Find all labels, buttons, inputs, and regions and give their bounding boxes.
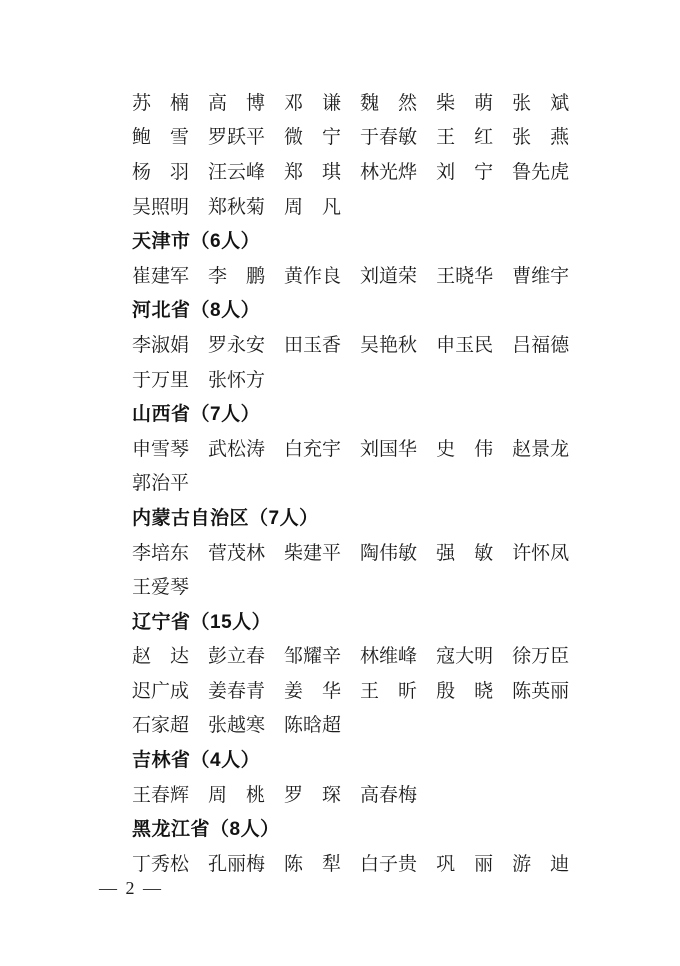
person-name: 田玉香: [284, 334, 342, 356]
section-header: 吉林省（4人）: [132, 750, 261, 772]
person-name: 孔丽梅: [208, 853, 266, 875]
person-name: 于春敏: [360, 127, 418, 149]
person-name: 崔建军: [132, 265, 190, 287]
person-name: 白充宇: [284, 438, 342, 460]
person-name: 史 伟: [436, 438, 494, 460]
person-name: 申玉民: [436, 334, 494, 356]
names-row: [132, 326, 602, 361]
person-name: 邓 谦: [284, 92, 342, 114]
person-name: 巩 丽: [436, 853, 494, 875]
names-row: [132, 568, 602, 603]
person-name: 迟广成: [132, 680, 190, 702]
person-name: 陶伟敏: [360, 542, 418, 564]
names-row: [132, 638, 602, 673]
person-name: 罗 琛: [284, 784, 342, 806]
person-name: 张怀方: [208, 369, 266, 391]
person-name: 强 敏: [436, 542, 494, 564]
section-header: 内蒙古自治区（7人）: [132, 507, 319, 529]
person-name: 于万里: [132, 369, 190, 391]
person-name: 罗跃平: [208, 127, 266, 149]
person-name: 高 博: [208, 92, 266, 114]
person-name: 柴 萌: [436, 92, 494, 114]
names-row: [132, 153, 602, 188]
person-name: 郭治平: [132, 473, 190, 495]
person-name: 鲍 雪: [132, 127, 190, 149]
names-row: [132, 257, 602, 292]
person-name: 刘道荣: [360, 265, 418, 287]
person-name: 邹耀辛: [284, 646, 342, 668]
person-name: 鲁先虎: [512, 161, 570, 183]
names-row: [132, 845, 602, 880]
person-name: 张 燕: [512, 127, 570, 149]
person-name: 彭立春: [208, 646, 266, 668]
person-name: 许怀凤: [512, 542, 570, 564]
person-name: 李 鹏: [208, 265, 266, 287]
names-row: [132, 84, 602, 119]
names-row: [132, 119, 602, 154]
person-name: 陈晗超: [284, 715, 342, 737]
person-name: 赵 达: [132, 646, 190, 668]
names-row: [132, 672, 602, 707]
section-header: 黑龙江省（8人）: [132, 819, 280, 841]
person-name: 柴建平: [284, 542, 342, 564]
person-name: 徐万臣: [512, 646, 570, 668]
person-name: 林维峰: [360, 646, 418, 668]
person-name: 苏 楠: [132, 92, 190, 114]
person-name: 王 昕: [360, 680, 418, 702]
person-name: 殷 晓: [436, 680, 494, 702]
person-name: 石家超: [132, 715, 190, 737]
person-name: 吕福德: [512, 334, 570, 356]
person-name: 微 宁: [284, 127, 342, 149]
person-name: 刘 宁: [436, 161, 494, 183]
person-name: 吴艳秋: [360, 334, 418, 356]
person-name: 李淑娟: [132, 334, 190, 356]
person-name: 王爱琴: [132, 577, 190, 599]
person-name: 汪云峰: [208, 161, 266, 183]
person-name: 周 凡: [284, 196, 342, 218]
person-name: 游 迪: [512, 853, 570, 875]
names-row: [132, 465, 602, 500]
person-name: 杨 羽: [132, 161, 190, 183]
person-name: 菅茂林: [208, 542, 266, 564]
person-name: 王晓华: [436, 265, 494, 287]
section-header: 山西省（7人）: [132, 404, 261, 426]
person-name: 魏 然: [360, 92, 418, 114]
names-row: [132, 361, 602, 396]
person-name: 申雪琴: [132, 438, 190, 460]
person-name: 张越寒: [208, 715, 266, 737]
person-name: 黄作良: [284, 265, 342, 287]
person-name: 陈 犁: [284, 853, 342, 875]
person-name: 罗永安: [208, 334, 266, 356]
person-name: 曹维宇: [512, 265, 570, 287]
person-name: 赵景龙: [512, 438, 570, 460]
section-header: 河北省（8人）: [132, 300, 261, 322]
section-header: 天津市（6人）: [132, 231, 261, 253]
person-name: 王春辉: [132, 784, 190, 806]
person-name: 陈英丽: [512, 680, 570, 702]
person-name: 武松涛: [208, 438, 266, 460]
person-name: 寇大明: [436, 646, 494, 668]
person-name: 吴照明: [132, 196, 190, 218]
names-row: [132, 776, 602, 811]
person-name: 张 斌: [512, 92, 570, 114]
name-list: [132, 84, 602, 880]
page-number: — 2 —: [99, 878, 163, 898]
names-row: [132, 430, 602, 465]
person-name: 李培东: [132, 542, 190, 564]
person-name: 郑秋菊: [208, 196, 266, 218]
person-name: 丁秀松: [132, 853, 190, 875]
person-name: 白子贵: [360, 853, 418, 875]
names-row: [132, 188, 602, 223]
names-row: [132, 707, 602, 742]
person-name: 周 桃: [208, 784, 266, 806]
person-name: 林光烨: [360, 161, 418, 183]
names-row: [132, 534, 602, 569]
section-header: 辽宁省（15人）: [132, 611, 272, 633]
person-name: 王 红: [436, 127, 494, 149]
person-name: 姜春青: [208, 680, 266, 702]
person-name: 郑 琪: [284, 161, 342, 183]
person-name: 刘国华: [360, 438, 418, 460]
person-name: 高春梅: [360, 784, 418, 806]
person-name: 姜 华: [284, 680, 342, 702]
